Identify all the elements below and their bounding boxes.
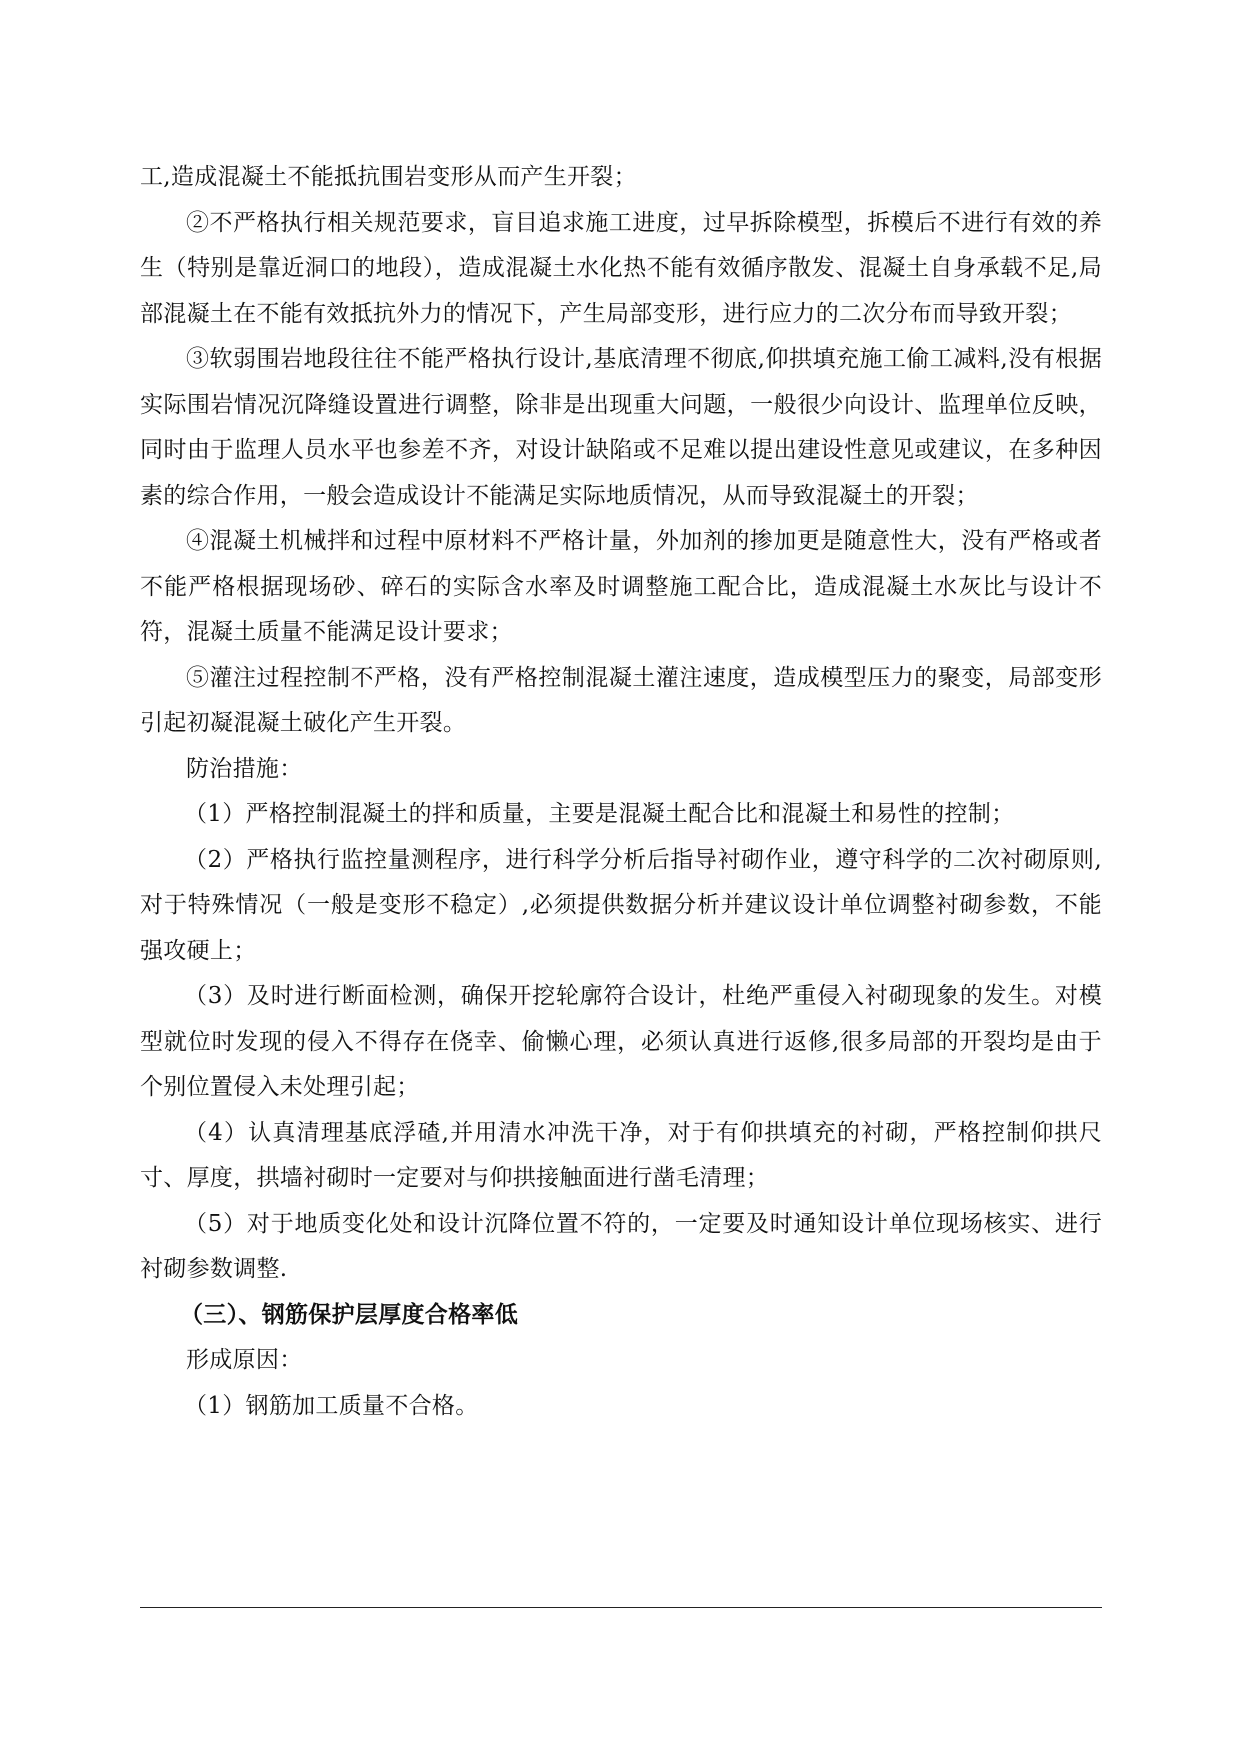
paragraph-cause-5: ⑤灌注过程控制不严格，没有严格控制混凝土灌注速度，造成模型压力的聚变，局部变形引起初凝混凝土破化产生开裂。: [140, 664, 1102, 736]
paragraph-causes-label: 形成原因：: [186, 1347, 303, 1373]
paragraph-measures-label: 防治措施：: [186, 755, 303, 782]
section-heading: （三）、钢筋保护层厚度合格率低: [180, 1301, 518, 1328]
document-body: [140, 155, 1102, 1429]
paragraph-measure-2: （2）严格执行监控量测程序，进行科学分析后指导衬砌作业，遵守科学的二次衬砌原则,对于特殊情况（一般是变形不稳定）,必须提供数据分析并建议设计单位调整衬砌参数，不能强攻硬上；: [140, 846, 1102, 964]
paragraph-measure-3: （3）及时进行断面检测，确保开挖轮廓符合设计，杜绝严重侵入衬砌现象的发生。对模型就位时发现的侵入不得存在侥幸、偷懒心理，必须认真进行返修,很多局部的开裂均是由于个别位置侵入未处理引起；: [140, 983, 1102, 1100]
paragraph-continuation: 工,造成混凝土不能抵抗围岩变形从而产生开裂；: [140, 164, 637, 190]
paragraph-measure-1: （1）严格控制混凝土的拌和质量，主要是混凝土配合比和混凝土和易性的控制；: [184, 801, 1015, 827]
footer-divider: [140, 1607, 1102, 1608]
paragraph-cause-2: ②不严格执行相关规范要求，盲目追求施工进度，过早拆除模型，拆模后不进行有效的养生（特别是靠近洞口的地段），造成混凝土水化热不能有效循序散发、混凝土自身承载不足,局部混凝土在不能有效抵抗外力的情况下，产生局部变形，进行应力的二次分布而导致开裂；: [140, 209, 1102, 327]
paragraph-rebar-cause-1: （1）钢筋加工质量不合格。: [184, 1392, 479, 1419]
paragraph-cause-3: ③软弱围岩地段往往不能严格执行设计,基底清理不彻底,仰拱填充施工偷工减料,没有根据实际围岩情况沉降缝设置进行调整，除非是出现重大问题，一般很少向设计、监理单位反映，同时由于监理人员水平也参差不齐，对设计缺陷或不足难以提出建设性意见或建议，在多种因素的综合作用，一般会造成设计不能满足实际地质情况，从而导致混凝土的开裂；: [140, 346, 1102, 509]
paragraph-measure-4: （4）认真清理基底浮碴,并用清水冲洗干净，对于有仰拱填充的衬砌，严格控制仰拱尺寸、厚度，拱墙衬砌时一定要对与仰拱接触面进行凿毛清理；: [140, 1119, 1102, 1191]
paragraph-measure-5: （5）对于地质变化处和设计沉降位置不符的，一定要及时通知设计单位现场核实、进行衬砌参数调整.: [140, 1210, 1102, 1282]
paragraph-cause-4: ④混凝土机械拌和过程中原材料不严格计量，外加剂的掺加更是随意性大，没有严格或者不能严格根据现场砂、碎石的实际含水率及时调整施工配合比，造成混凝土水灰比与设计不符，混凝土质量不能满足设计要求；: [140, 528, 1102, 645]
